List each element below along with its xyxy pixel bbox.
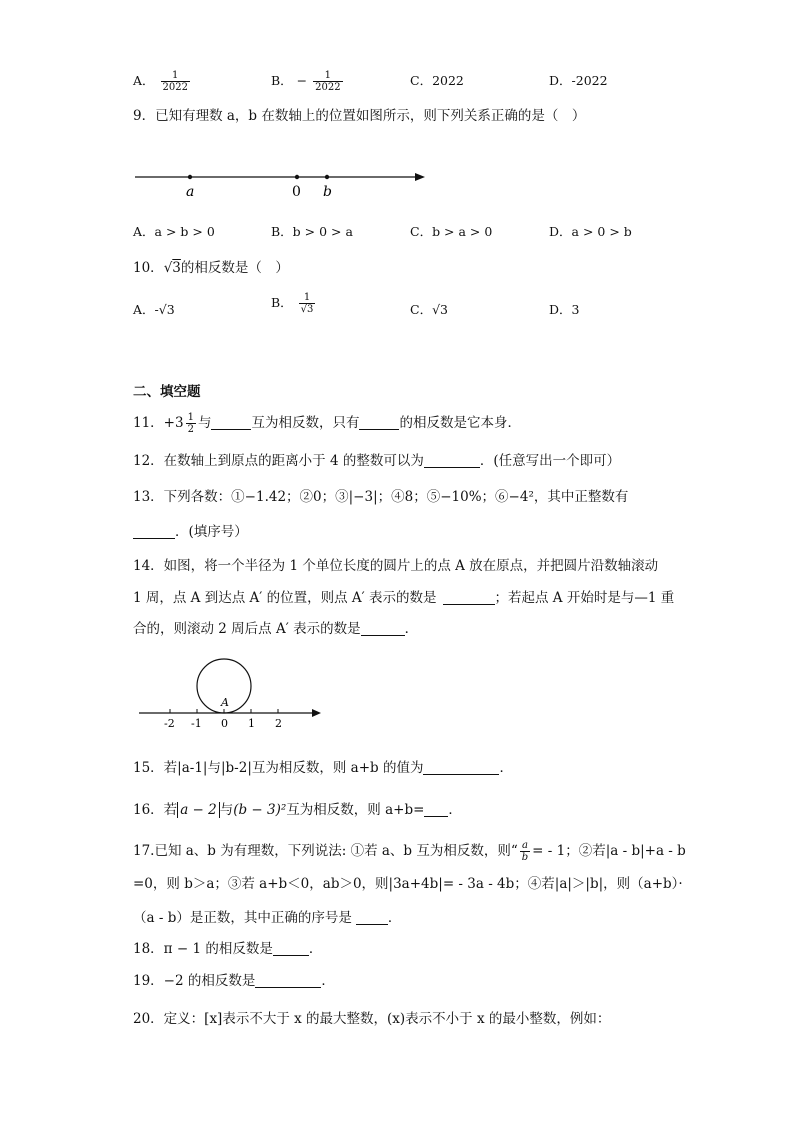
label-b: b: [323, 184, 332, 200]
q17-line2: =0，则 b＞a；③若 a+b＜0，ab＞0，则|3a+4b|= - 3a - 4b；④若|a|＞|b|，则（a+b）·: [133, 876, 683, 892]
minus-sign: −: [296, 73, 308, 88]
label-A: A: [221, 696, 229, 709]
q19-text: 19．−2 的相反数是: [133, 973, 256, 989]
q18-tail: ．: [308, 941, 323, 957]
q13-tail: ．(填序号）: [175, 524, 248, 540]
axis-arrow: [312, 709, 321, 717]
answer-blank[interactable]: [424, 453, 480, 468]
option-label: A．: [133, 302, 155, 317]
q13-line1: 13．下列各数：①−1.42；②0；③|−3|；④8；⑤−10%；⑥−4²，其中正整数有: [133, 489, 629, 505]
axis-arrow: [415, 173, 425, 181]
q13-line2: [133, 523, 248, 541]
numerator: 1: [324, 70, 332, 81]
q9-option-c: C．b > a > 0: [410, 224, 493, 239]
q15: [133, 759, 513, 777]
q14-line1: 14．如图，将一个半径为 1 个单位长度的圆片上的点 A 放在原点，并把圆片沿数轴滚动: [133, 558, 659, 574]
answer-blank[interactable]: [424, 802, 448, 817]
q8-option-d: [549, 72, 608, 90]
q14-text: 合的，则滚动 2 周后点 A′ 表示的数是: [133, 621, 361, 637]
q16: [133, 801, 462, 819]
q10-option-c: [410, 301, 448, 319]
q14-text: ．: [404, 621, 419, 637]
fraction: [186, 412, 196, 435]
tick-label: -1: [191, 717, 202, 730]
option-value: 3: [571, 302, 580, 317]
q9-stem: 9．已知有理数 a，b 在数轴上的位置如图所示，则下列关系正确的是（ ）: [133, 108, 586, 124]
q12-text: 12．在数轴上到原点的距离小于 4 的整数可以为: [133, 453, 424, 469]
tick-label: 1: [248, 717, 255, 730]
q12-tail: ．(任意写出一个即可）: [479, 453, 621, 469]
q14-line3: [133, 620, 418, 638]
q11-text-1: 与: [197, 415, 212, 431]
q18: [133, 940, 322, 958]
absolute-value: a − 2: [177, 802, 220, 818]
stem-text: 的相反数是（ ）: [180, 260, 289, 276]
answer-blank[interactable]: [255, 973, 321, 988]
q16-text: 与: [219, 802, 234, 818]
answer-blank[interactable]: [211, 415, 251, 430]
q17-tail: ．: [387, 910, 402, 926]
tick-label: 0: [221, 717, 228, 730]
q8-option-a: [133, 70, 192, 93]
answer-blank[interactable]: [359, 415, 399, 430]
q16-text: 16．若: [133, 802, 178, 818]
question-number: 10．: [133, 260, 164, 276]
q20: 20．定义：[x]表示不大于 x 的最大整数，(x)表示不小于 x 的最小整数，例如：: [133, 1011, 611, 1027]
q11: [133, 412, 521, 435]
point-b: [325, 175, 329, 179]
denominator: 2022: [162, 82, 188, 93]
q15-text: 15．若|a-1|与|b-2|互为相反数，则 a+b 的值为: [133, 760, 424, 776]
point-a: [188, 175, 192, 179]
q14-text: ；若起点 A 开始时是与—1 重: [494, 590, 675, 606]
answer-blank[interactable]: [423, 760, 499, 775]
label-0: 0: [292, 184, 301, 200]
fraction: [299, 292, 316, 315]
q9-number-line: [130, 165, 430, 205]
q16-text: 互为相反数，则 a+b=: [286, 802, 425, 818]
q17-text: = - 1；②若|a - b|+a - b: [532, 843, 686, 859]
tick-label: 2: [275, 717, 282, 730]
option-value: -2022: [571, 73, 608, 88]
squared-term: (b − 3)²: [233, 802, 287, 818]
option-label: D．: [549, 302, 572, 317]
numerator: 1: [303, 292, 311, 303]
q19: [133, 972, 335, 990]
q14-line2: [133, 589, 674, 607]
point-0: [295, 175, 299, 179]
q12: [133, 452, 620, 470]
q11-text-2: 互为相反数，只有: [251, 415, 360, 431]
option-label: C．: [410, 73, 433, 88]
option-label: B．: [271, 295, 293, 310]
option-label: B．: [271, 73, 293, 88]
q8-option-b: [271, 70, 345, 93]
option-label: C．: [410, 302, 433, 317]
q17-text: （a - b）是正数，其中正确的序号是: [133, 910, 352, 926]
q10-option-a: [133, 301, 175, 319]
q17-text: 17.已知 a、b 为有理数，下列说法: ①若 a、b 互为相反数，则“: [133, 843, 518, 859]
q14-text: 1 周，点 A 到达点 A′ 的位置，则点 A′ 表示的数是: [133, 590, 437, 606]
answer-blank[interactable]: [356, 910, 388, 925]
numerator: a: [521, 840, 528, 851]
q17-line3: [133, 909, 401, 927]
radicand: 3: [172, 260, 181, 276]
denominator: 2: [187, 424, 194, 435]
fraction: [161, 70, 190, 93]
answer-blank[interactable]: [133, 524, 175, 539]
q8-option-c: [410, 72, 464, 90]
option-value: -√3: [154, 302, 175, 317]
section-title: 二、填空题: [133, 384, 201, 400]
q17-line1: [133, 840, 686, 863]
numerator: 1: [187, 412, 194, 423]
q14-figure: [135, 655, 325, 735]
option-value: 2022: [432, 73, 464, 88]
answer-blank[interactable]: [361, 621, 405, 636]
label-a: a: [186, 184, 195, 200]
q11-text-3: 的相反数是它本身．: [399, 415, 521, 431]
option-value: √3: [432, 302, 448, 317]
answer-blank[interactable]: [273, 941, 309, 956]
q19-tail: ．: [321, 973, 335, 989]
fraction: [520, 840, 530, 863]
q18-text: 18．π − 1 的相反数是: [133, 941, 273, 957]
tick-label: -2: [164, 717, 175, 730]
fraction: [313, 70, 342, 93]
option-label: D．: [549, 73, 572, 88]
option-label: A．: [133, 73, 155, 88]
denominator: 2022: [315, 82, 341, 93]
denominator: b: [521, 852, 529, 863]
q10-option-b: [271, 292, 317, 315]
q16-tail: ．: [448, 802, 462, 818]
q10-option-d: [549, 301, 579, 319]
numerator: 1: [172, 70, 179, 81]
q15-tail: ．: [499, 760, 513, 776]
q11-prefix: 11．+3: [133, 415, 184, 431]
q9-option-b: B．b > 0 > a: [271, 224, 353, 239]
q9-option-d: D．a > 0 > b: [549, 224, 632, 239]
answer-blank[interactable]: [443, 590, 495, 605]
q9-option-a: A．a > b > 0: [133, 224, 215, 239]
denominator: √3: [300, 304, 314, 315]
q10-stem: 10．√3的相反数是（ ）: [133, 260, 289, 276]
